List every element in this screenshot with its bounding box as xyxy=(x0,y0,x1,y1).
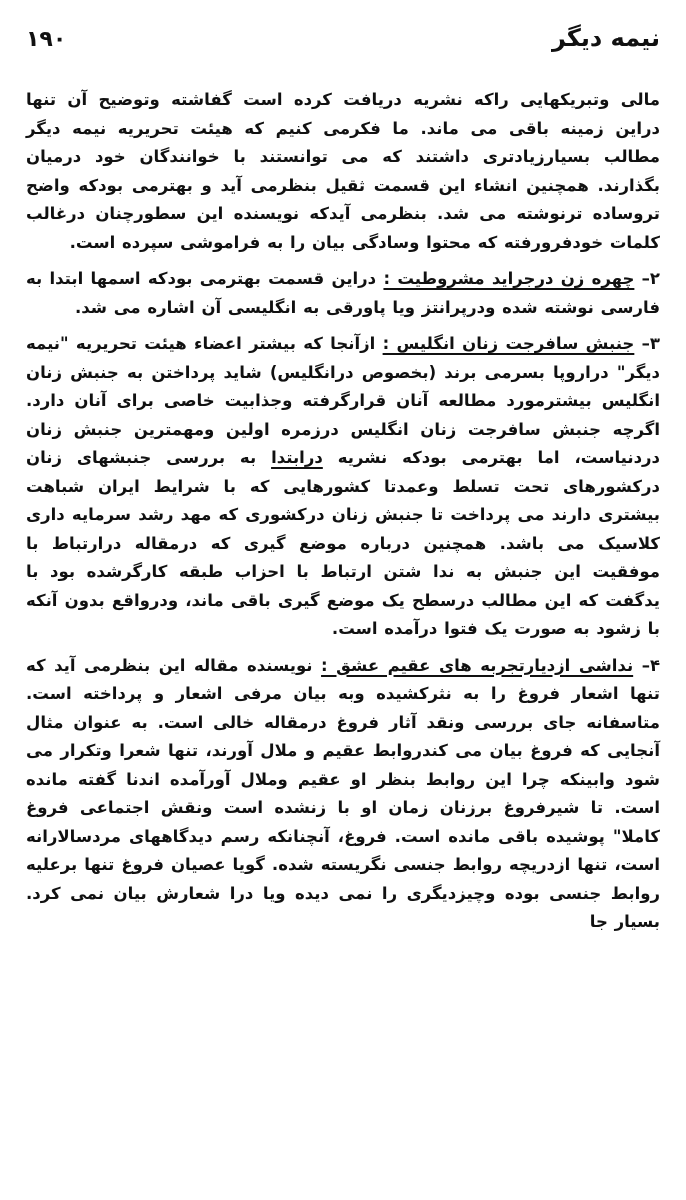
section-2-paragraph xyxy=(26,265,660,322)
section-number: ۲– xyxy=(641,269,660,288)
paragraph-text: مالی وتبریکهایی راکه نشریه دریافت کرده است گفاشته وتوضیح آن تنها دراین زمینه باقی می ماند. ما فکرمی کنیم که هیئت تحریریه نیمه دیگر مطالب بسیارزیادتری داشتند که می توانستند با خوانندگان خود درمیان بگذارند. همچنین انشاء این قسمت ثقیل بنظرمی آید و بهترمی بودکه واضح تروساده ترنوشته می شد. بنظرمی آیدکه نویسنده این سطورچنان درغالب کلمات خودفرورفته که محتوا وسادگی بیان را به فراموشی سپرده است. xyxy=(26,90,660,252)
running-head xyxy=(26,24,660,76)
section-heading: نداشی ازدیارتجربه های عقیم عشق : xyxy=(321,655,634,675)
section-4-paragraph xyxy=(26,652,660,937)
paragraph-intro xyxy=(26,86,660,257)
section-heading: چهره زن درجراید مشروطیت : xyxy=(383,269,635,288)
section-number: ۴– xyxy=(641,655,661,675)
underlined-phrase: درابتدا xyxy=(271,448,323,467)
section-3-paragraph xyxy=(26,330,660,644)
document-body xyxy=(26,86,660,937)
page-number: ۱۹۰ xyxy=(26,27,67,52)
running-title: نیمه دیگر xyxy=(551,24,660,52)
paragraph-text-continued: به بررسی جنبشهای زنان درکشورهای تحت تسلط وعمدتا کشورهایی که با شرایط ایران شباهت بیشتری دارند می پرداخت تا جنبش زنان درکشوری که مهد رشد سرمایه داری کلاسیک می باشد. همچنین درباره موضع گیری که درمقاله درارتباط با موفقیت این جنبش به ندا شتن ارتباط با احزاب طبقه کارگرشده بود با یدگفت که این مطالب درسطح یک موضع گیری باقی ماند، ودرواقع بدون آنکه با زشود به صورت یک فتوا درآمده است. xyxy=(26,448,660,638)
paragraph-text: ازآنجا که بیشتر اعضاء هیئت تحریریه "نیمه دیگر" دراروپا بسرمی برند (بخصوص درانگلیس) شاید پرداختن به جنبش زنان انگلیس بیشترمورد مطالعه آنان قرارگرفته وجذابیت خاصی برای آنان دارد. اگرچه جنبش سافرجت زنان انگلیس درزمره اولین ومهمترین جنبش زنان دردنیاست، اما بهترمی بودکه نشریه xyxy=(26,334,661,467)
section-heading: جنبش سافرجت زنان انگلیس : xyxy=(382,334,635,353)
paragraph-text: دراین قسمت بهترمی بودکه اسمها ابتدا به فارسی نوشته شده ودرپرانتز ویا پاورقی به انگلیسی آن اشاره می شد. xyxy=(26,269,660,317)
section-number: ۳– xyxy=(641,334,660,353)
paragraph-text: نویسنده مقاله این بنظرمی آید که تنها اشعار فروغ را به نثرکشیده وبه بیان مرفی اشعار و پرداخته است. متاسفانه جای بررسی ونقد آثار فروغ درمقاله خالی است. به عنوان مثال آنجایی که فروغ بیان می کندروابط عقیم و ملال آورند، تنها شعرا وتکرار می شود وابینکه چرا این روابط بنظر او عقیم وملال آورآمده اندنا گفته مانده است. تا شیرفروغ برزنان زمان او با زنشده است ونقش اجتماعی فروغ کاملا" پوشیده باقی مانده است. فروغ، آنچنانکه رسم دیدگاههای مردسالارانه است، تنها ازدریچه روابط جنسی نگریسته شده. گویا عصیان فروغ تنها برعلیه روابط جنسی بوده وچیزدیگری را نمی دیده ویا درا شعارش بیان نمی کرد. بسیار جا xyxy=(26,655,660,931)
